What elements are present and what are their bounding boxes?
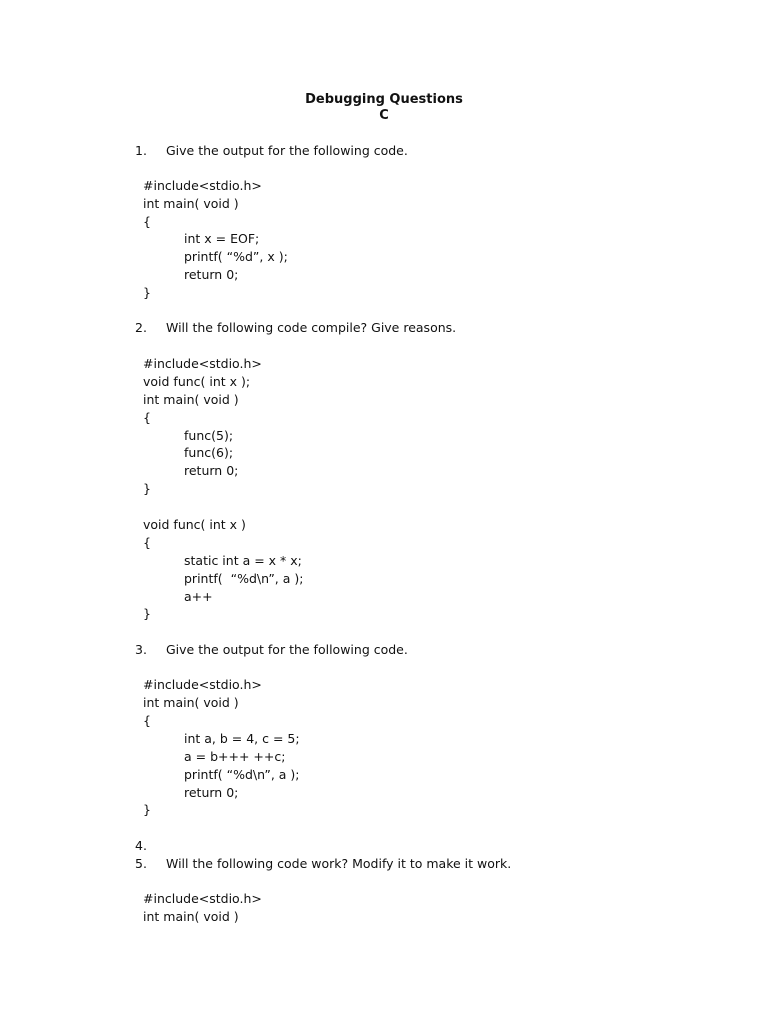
code-line: int main( void ) (143, 695, 239, 710)
question-2-text: Will the following code compile? Give reasons. (166, 320, 457, 335)
code-line: void func( int x ); (143, 374, 251, 389)
code-line: return 0; (184, 785, 239, 800)
code-line: void func( int x ) (143, 517, 246, 532)
code-line: #include<stdio.h> (143, 356, 262, 371)
page-title: Debugging Questions (305, 92, 463, 107)
code-line: { (143, 713, 151, 728)
code-line: int main( void ) (143, 196, 239, 211)
code-line: printf( “%d\n”, a ); (184, 767, 300, 782)
code-line: return 0; (184, 267, 239, 282)
question-5-text: Will the following code work? Modify it to make it work. (166, 856, 512, 871)
code-line: { (143, 214, 151, 229)
code-line: printf( “%d\n”, a ); (184, 571, 304, 586)
code-line: } (143, 606, 151, 621)
code-line: #include<stdio.h> (143, 677, 262, 692)
code-line: a = b+++ ++c; (184, 749, 286, 764)
code-line: } (143, 481, 151, 496)
question-3-number: 3. (135, 642, 147, 657)
question-1-number: 1. (135, 143, 147, 158)
code-line: return 0; (184, 463, 239, 478)
code-line: int main( void ) (143, 392, 239, 407)
code-line: static int a = x * x; (184, 553, 302, 568)
code-line: func(6); (184, 445, 234, 460)
code-line: #include<stdio.h> (143, 891, 262, 906)
question-3-text: Give the output for the following code. (166, 642, 408, 657)
code-line: { (143, 535, 151, 550)
code-line: #include<stdio.h> (143, 178, 262, 193)
code-line: int a, b = 4, c = 5; (184, 731, 300, 746)
code-line: int x = EOF; (184, 231, 260, 246)
code-line: { (143, 410, 151, 425)
code-line: func(5); (184, 428, 234, 443)
question-2-number: 2. (135, 320, 147, 335)
code-line: } (143, 285, 151, 300)
code-line: } (143, 802, 151, 817)
page-subtitle: C (379, 108, 389, 123)
question-1-text: Give the output for the following code. (166, 143, 408, 158)
question-5-number: 5. (135, 856, 147, 871)
code-line: printf( “%d”, x ); (184, 249, 288, 264)
code-line: a++ (184, 589, 213, 604)
code-line: int main( void ) (143, 909, 239, 924)
question-4-number: 4. (135, 838, 147, 853)
